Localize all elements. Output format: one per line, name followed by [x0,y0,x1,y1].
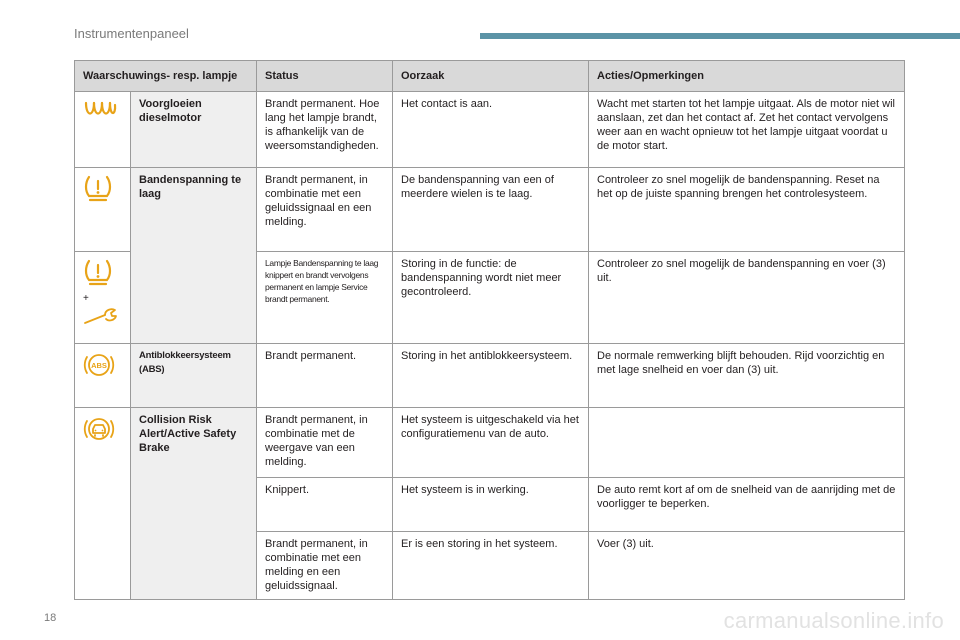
collision-risk-icon [83,413,115,445]
icon-cell [75,344,131,408]
status-text: Brandt permanent, in combinatie met een melding en een geluidssignaal. [257,532,393,600]
header-cause: Oorzaak [393,61,589,92]
lamp-name: Bandenspanning te laag [131,168,257,344]
glow-plug-icon [83,97,117,119]
cause-text: Het systeem is in werking. [393,478,589,532]
lamp-name: Voorgloeien dieselmotor [131,92,257,168]
icon-cell [75,408,131,600]
service-wrench-icon [83,307,119,327]
lamp-name: Antiblokkeersysteem (ABS) [131,344,257,408]
action-text: De auto remt kort af om de snelheid van de aanrijding met de voorligger te beperken. [589,478,905,532]
header-lamp: Waarschuwings- resp. lampje [75,61,257,92]
table-header-row [75,61,905,92]
action-text: Controleer zo snel mogelijk de bandenspanning en voer (3) uit. [589,252,905,344]
abs-icon [83,349,115,381]
table-row [75,408,905,478]
status-text: Brandt permanent. [257,344,393,408]
table-row [75,168,905,252]
page-header-title: Instrumentenpaneel [74,26,189,41]
plus-sign: + [83,293,89,304]
cause-text: Het systeem is uitgeschakeld via het configuratiemenu van de auto. [393,408,589,478]
header-accent-bar [480,33,960,39]
status-text: Knippert. [257,478,393,532]
svg-text:ABS: ABS [91,361,107,370]
status-text: Lampje Bandenspanning te laag knippert en brandt vervolgens permanent en lampje Service brandt permanent. [257,252,393,344]
status-text: Brandt permanent, in combinatie met de weergave van een melding. [257,408,393,478]
cause-text: Storing in het antiblokkeersysteem. [393,344,589,408]
icon-cell [75,92,131,168]
action-text: Wacht met starten tot het lampje uitgaat. Als de motor niet wil aanslaan, zet dan het contact af. Zet het contact vervolgens weer aan en wacht opnieuw tot het lampje uitgaat voordat u de motor start. [589,92,905,168]
cause-text: De bandenspanning van een of meerdere wielen is te laag. [393,168,589,252]
icon-cell [75,252,131,344]
header-actions: Acties/Opmerkingen [589,61,905,92]
cause-text: Er is een storing in het systeem. [393,532,589,600]
tyre-pressure-icon [83,257,113,287]
status-text: Brandt permanent. Hoe lang het lampje brandt, is afhankelijk van de weersomstandigheden. [257,92,393,168]
tyre-pressure-icon [83,173,113,203]
table-row [75,92,905,168]
status-text: Brandt permanent, in combinatie met een geluidssignaal en een melding. [257,168,393,252]
watermark-text: carmanualsonline.info [723,608,944,633]
table-row [75,344,905,408]
page-number: 18 [44,612,57,624]
header-status: Status [257,61,393,92]
cause-text: Het contact is aan. [393,92,589,168]
warning-lights-table [74,60,905,600]
action-text [589,408,905,478]
action-text: Controleer zo snel mogelijk de bandenspanning. Reset na het op de juiste spanning brengen het controlesysteem. [589,168,905,252]
action-text: Voer (3) uit. [589,532,905,600]
action-text: De normale remwerking blijft behouden. Rijd voorzichtig en met lage snelheid en voer dan (3) uit. [589,344,905,408]
icon-cell [75,168,131,252]
cause-text: Storing in de functie: de bandenspanning wordt niet meer gecontroleerd. [393,252,589,344]
lamp-name: Collision Risk Alert/Active Safety Brake [131,408,257,600]
